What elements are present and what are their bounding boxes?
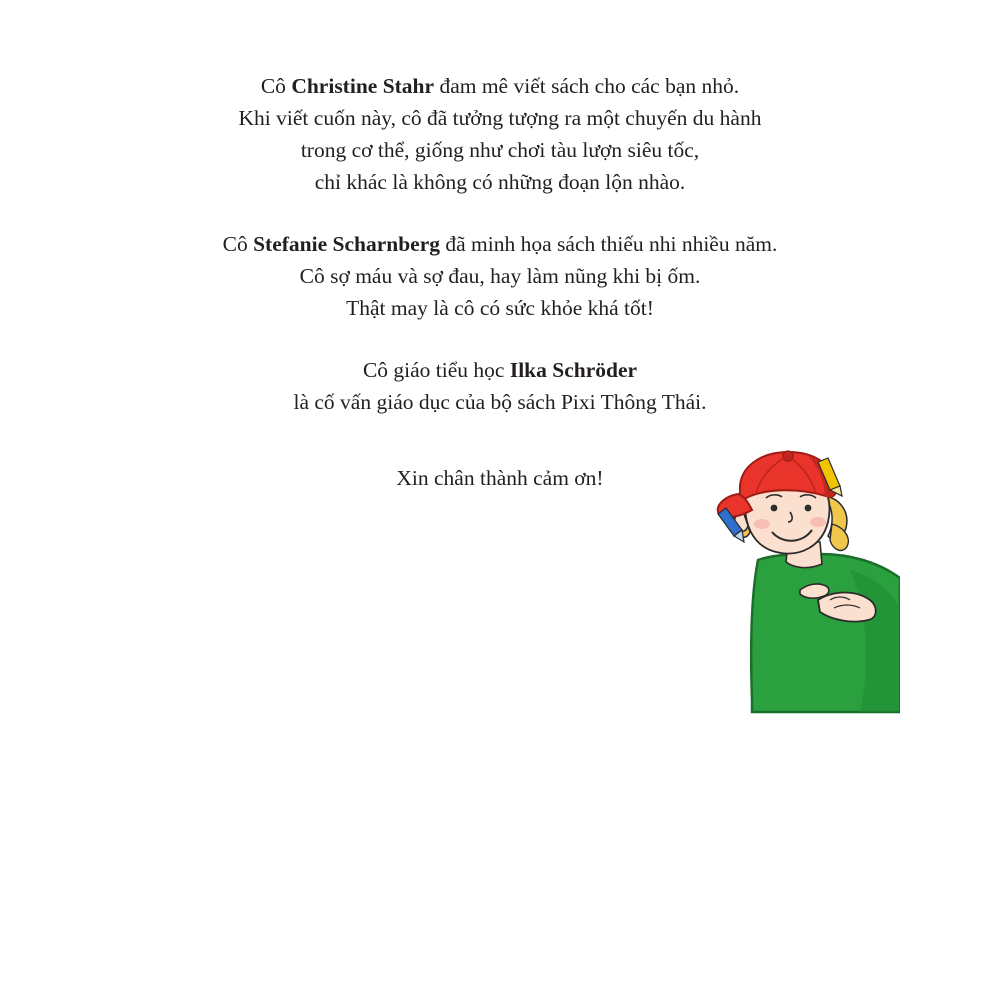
credit-name-advisor: Ilka Schröder (509, 358, 638, 382)
credit-text: là cố vấn giáo dục của bộ sách Pixi Thông Thái. (293, 390, 707, 414)
boy-with-red-cap-peeking-illustration (700, 450, 1000, 730)
credit-text: Cô (260, 74, 292, 98)
credit-name-illustrator: Stefanie Scharnberg (253, 232, 441, 256)
credit-line (0, 292, 1000, 324)
credit-text: Cô giáo tiểu học (362, 358, 510, 382)
credit-paragraph-advisor (0, 354, 1000, 418)
credit-text: đã minh họa sách thiếu nhi nhiều năm. (440, 232, 778, 256)
thanks-line: Xin chân thành cảm ơn! (396, 466, 604, 490)
credit-text: trong cơ thể, giống như chơi tàu lượn siêu tốc, (300, 138, 700, 162)
credit-text: Thật may là cô có sức khỏe khá tốt! (346, 296, 654, 320)
credit-line (0, 386, 1000, 418)
credit-line (0, 228, 1000, 260)
credit-paragraph-author (0, 70, 1000, 198)
credit-line (0, 102, 1000, 134)
credits-block (0, 70, 1000, 494)
credit-line (0, 70, 1000, 102)
shirt-shape (751, 554, 900, 712)
credit-line (0, 260, 1000, 292)
credit-line (0, 134, 1000, 166)
credit-line (0, 166, 1000, 198)
credit-paragraph-illustrator (0, 228, 1000, 324)
credit-text: Cô sợ máu và sợ đau, hay làm nũng khi bị ốm. (299, 264, 701, 288)
credit-text: Cô (222, 232, 254, 256)
credit-name-author: Christine Stahr (291, 74, 435, 98)
credit-text: Khi viết cuốn này, cô đã tưởng tượng ra một chuyến du hành (238, 106, 762, 130)
credit-text: chỉ khác là không có những đoạn lộn nhào. (314, 170, 686, 194)
credit-text: đam mê viết sách cho các bạn nhỏ. (434, 74, 740, 98)
credit-line (0, 354, 1000, 386)
